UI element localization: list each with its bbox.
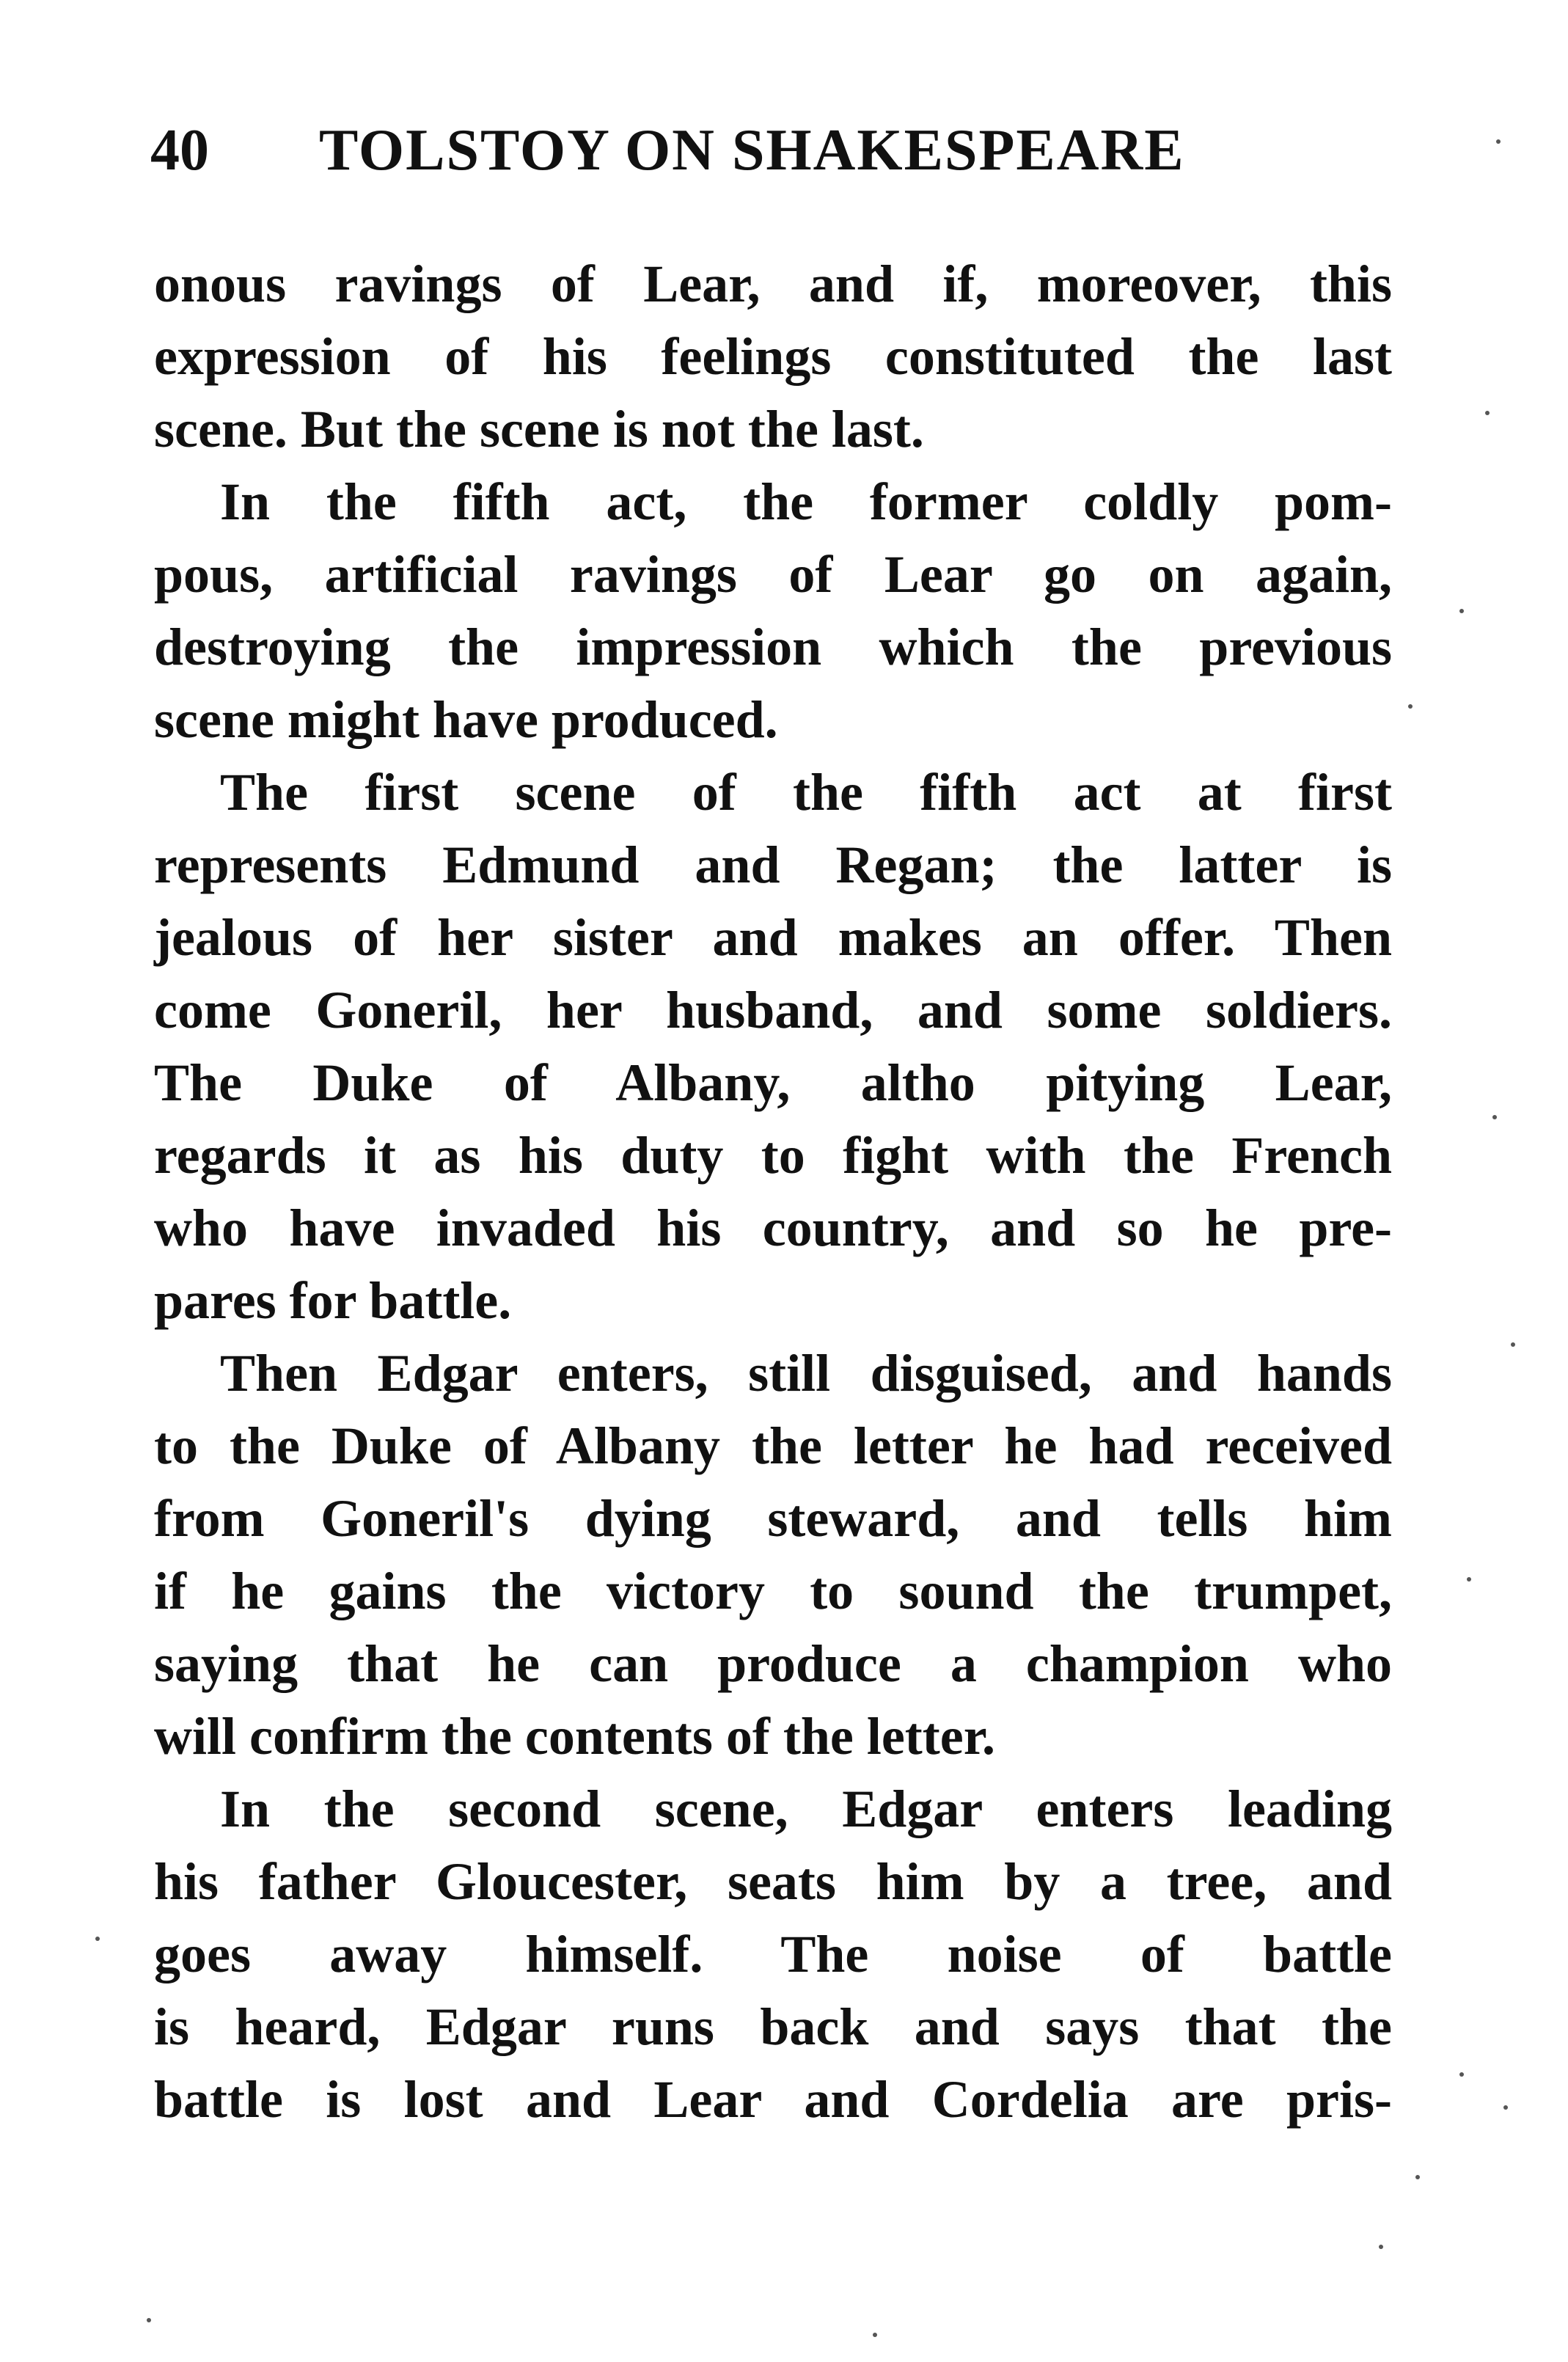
text-line: if he gains the victory to sound the trumpet,: [154, 1562, 1392, 1620]
page-number: 40: [150, 118, 209, 183]
text-line: pares for battle.: [154, 1271, 512, 1330]
scan-speck: [1496, 139, 1501, 144]
running-header: [150, 110, 1397, 191]
text-line: from Goneril's dying steward, and tells him: [154, 1489, 1392, 1548]
running-title: TOLSTOY ON SHAKESPEARE: [319, 118, 1185, 183]
scan-speck: [1459, 609, 1464, 613]
paragraph-start-line: In the fifth act, the former coldly pom-: [220, 472, 1392, 531]
text-line: regards it as his duty to fight with the French: [154, 1126, 1392, 1185]
text-line: who have invaded his country, and so he pre-: [154, 1199, 1392, 1257]
scan-speck: [1467, 1577, 1471, 1582]
scan-speck: [1459, 2072, 1464, 2077]
body-text: [154, 248, 1392, 2136]
text-line: is heard, Edgar runs back and says that the: [154, 1997, 1392, 2056]
paragraph-start-line: Then Edgar enters, still disguised, and hands: [220, 1344, 1392, 1403]
text-line: The Duke of Albany, altho pitying Lear,: [154, 1053, 1392, 1112]
scan-speck: [1408, 704, 1413, 709]
text-line: saying that he can produce a champion who: [154, 1634, 1392, 1693]
text-line: goes away himself. The noise of battle: [154, 1925, 1392, 1983]
text-line: scene might have produced.: [154, 690, 778, 749]
paragraph-start-line: The first scene of the fifth act at first: [220, 763, 1392, 822]
text-line: represents Edmund and Regan; the latter is: [154, 836, 1392, 894]
text-line: destroying the impression which the previous: [154, 618, 1392, 676]
text-line: pous, artificial ravings of Lear go on again,: [154, 545, 1392, 604]
text-line: expression of his feelings constituted the last: [154, 327, 1392, 386]
text-line: will confirm the contents of the letter.: [154, 1707, 996, 1766]
text-line: jealous of her sister and makes an offer. Then: [154, 908, 1392, 967]
scan-speck: [873, 2333, 877, 2337]
paragraph-start-line: In the second scene, Edgar enters leading: [220, 1780, 1392, 1838]
scan-speck: [1503, 2105, 1508, 2110]
text-line: his father Gloucester, seats him by a tree, and: [154, 1852, 1392, 1911]
scan-speck: [1415, 2175, 1420, 2179]
scan-speck: [1379, 2245, 1383, 2249]
text-line: onous ravings of Lear, and if, moreover, this: [154, 255, 1392, 313]
text-line: scene. But the scene is not the last.: [154, 400, 924, 458]
scan-speck: [1511, 1342, 1515, 1347]
scan-speck: [1492, 1115, 1497, 1119]
scan-speck: [95, 1937, 100, 1941]
scan-speck: [1485, 411, 1490, 415]
text-line: battle is lost and Lear and Cordelia are pris-: [154, 2070, 1392, 2129]
text-line: come Goneril, her husband, and some soldiers.: [154, 981, 1392, 1039]
text-line: to the Duke of Albany the letter he had received: [154, 1416, 1392, 1475]
scan-speck: [147, 2318, 151, 2322]
